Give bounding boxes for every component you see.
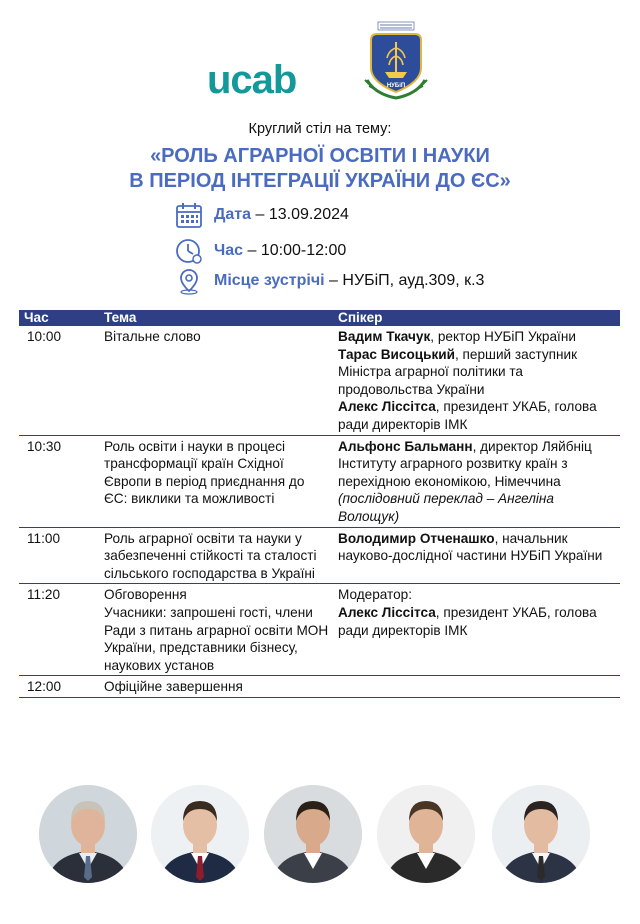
row-topic xyxy=(99,584,333,676)
speaker-name: Алекс Ліссітса xyxy=(338,399,436,415)
row-speaker xyxy=(333,527,620,584)
page-title xyxy=(0,144,640,194)
info-time xyxy=(174,237,346,265)
header-time: Час xyxy=(19,310,99,326)
row-speaker xyxy=(333,326,620,435)
svg-text:ucab: ucab xyxy=(207,58,297,102)
speaker-desc: , ректор НУБіП України xyxy=(430,329,576,344)
schedule-table xyxy=(19,310,620,698)
row-speaker xyxy=(333,676,620,698)
date-label: Дата xyxy=(214,206,252,223)
moderator-label: Модератор: xyxy=(338,587,413,603)
table-row xyxy=(19,676,620,698)
speaker-entry xyxy=(338,438,616,491)
ucab-logo xyxy=(207,58,335,102)
nubip-logo xyxy=(363,20,429,102)
table-row xyxy=(19,584,620,676)
speaker-entry xyxy=(338,530,616,565)
title-line-1: «РОЛЬ АГРАРНОЇ ОСВІТИ І НАУКИ xyxy=(150,145,490,167)
speaker-photo-3 xyxy=(264,785,362,883)
topic-text: Роль аграрної освіти та науки у забезпеченні стійкості та сталості сільського господарства в Україні xyxy=(104,530,317,581)
speaker-desc: , президент УКАБ, голова ради директорів ІМК xyxy=(338,399,597,432)
table-row xyxy=(19,435,620,527)
time-value: – 10:00-12:00 xyxy=(243,242,347,259)
location-pin-icon xyxy=(174,267,204,295)
row-time: 10:00 xyxy=(19,326,99,435)
speaker-entry xyxy=(338,346,616,399)
speaker-entry xyxy=(338,398,616,433)
time-label: Час xyxy=(214,242,244,259)
row-topic xyxy=(99,326,333,435)
speaker-entry xyxy=(338,604,616,639)
place-value: – НУБіП, ауд.309, к.3 xyxy=(324,272,485,289)
speaker-entry xyxy=(338,328,616,346)
row-topic xyxy=(99,435,333,527)
speaker-name: Вадим Ткачук xyxy=(338,329,431,344)
speaker-name: Тарас Висоцький xyxy=(338,346,455,362)
table-row xyxy=(19,527,620,584)
speaker-photo-5 xyxy=(492,785,590,883)
clock-icon xyxy=(174,237,204,265)
row-speaker xyxy=(333,435,620,527)
intro-text: Круглий стіл на тему: xyxy=(248,121,392,137)
row-time: 11:20 xyxy=(19,584,99,676)
speaker-photo-4 xyxy=(377,785,475,883)
table-row xyxy=(19,326,620,435)
speaker-desc: , начальник науково-дослідної частини НУБіП України xyxy=(338,530,603,564)
speaker-name: Володимир Отченашко xyxy=(338,530,495,546)
row-time: 12:00 xyxy=(19,676,99,698)
speaker-desc: , директор Ляйбніц Інституту аграрного розвитку країн з перехідною економікою, Німеччина xyxy=(338,438,592,489)
place-label: Місце зустрічі xyxy=(214,272,325,289)
row-time: 10:30 xyxy=(19,435,99,527)
calendar-icon xyxy=(174,201,204,229)
date-value: – 13.09.2024 xyxy=(251,206,349,223)
topic-text: Роль освіти і науки в процесі трансформації країн Східної Європи в період приєднання до ЄС: виклики та можливості xyxy=(104,438,305,507)
info-place xyxy=(174,267,484,295)
row-time: 11:00 xyxy=(19,527,99,584)
topic-text: Обговорення xyxy=(104,587,187,603)
header-topic: Тема xyxy=(99,310,333,326)
topic-text: Учасники: запрошені гості, члени Ради з питань аграрної освіти МОН України, представники бізнесу, наукових установ xyxy=(104,604,329,673)
speaker-photo-2 xyxy=(151,785,249,883)
svg-text:НУБіП: НУБіП xyxy=(386,83,406,89)
row-speaker xyxy=(333,584,620,676)
speaker-name: Альфонс Бальманн xyxy=(338,438,473,454)
speaker-note: (послідовний переклад – Ангеліна Волощук) xyxy=(338,491,554,524)
row-topic xyxy=(99,527,333,584)
row-topic xyxy=(99,676,333,698)
speaker-photo-1 xyxy=(39,785,137,883)
speaker-desc: , президент УКАБ, голова ради директорів ІМК xyxy=(338,604,597,638)
title-line-2: В ПЕРІОД ІНТЕГРАЦІЇ УКРАЇНИ ДО ЄС» xyxy=(129,170,511,192)
info-date xyxy=(174,201,349,229)
speaker-name: Алекс Ліссітса xyxy=(338,604,436,620)
header-speaker: Спікер xyxy=(333,310,620,326)
table-header-row xyxy=(19,310,620,326)
speaker-desc: , перший заступник Міністра аграрної політики та продовольства України xyxy=(338,346,578,397)
topic-text: Вітальне слово xyxy=(104,329,201,344)
topic-text: Офіційне завершення xyxy=(104,679,243,695)
